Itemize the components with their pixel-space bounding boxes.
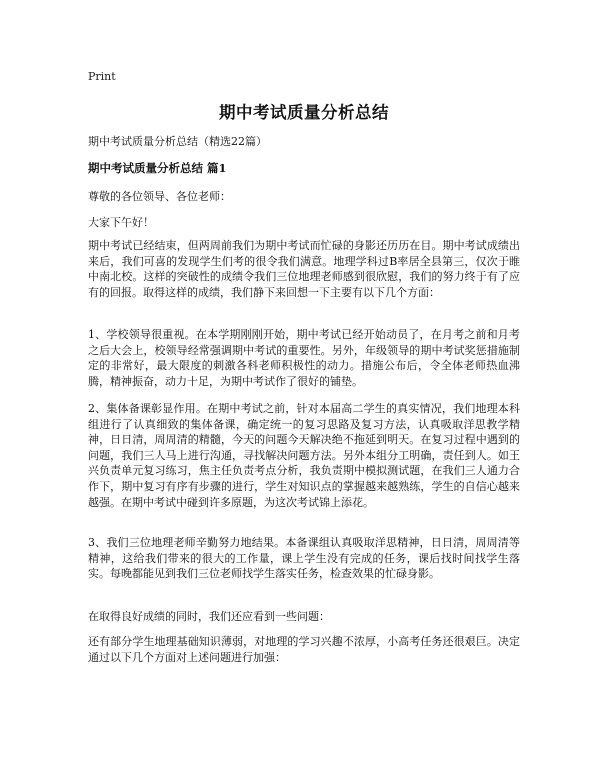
greeting-opening: 大家下午好！ (88, 216, 154, 229)
paragraph-point-1: 1、学校领导很重视。在本学期刚刚开始，期中考试已经开始动员了，在月考之前和月考之后大会上，校领导经常强调期中考试的重要性。另外，年级领导的期中考试奖惩措施制定的非常好，最大限度的刺激各科老师积极性的动力。措施公布后，令全体老师热血沸腾，精神振奋，动力十足，为期中考试作了很好的铺垫。 (88, 328, 520, 388)
paragraph-problems-detail: 还有部分学生地理基础知识薄弱，对地理的学习兴趣不浓厚，小高考任务还很艰巨。决定通过以下几个方面对上述问题进行加强： (88, 635, 520, 664)
greeting-salutation: 尊敬的各位领导、各位老师： (88, 190, 231, 203)
paragraph-point-3: 3、我们三位地理老师辛勤努力地结果。本备课组认真吸取洋思精神，日日清，周周清等精神，这给我们带来的很大的工作量，课上学生没有完成的任务，课后找时间找学生落实。每晚都能见到我们三位老师找学生落实任务，检查效果的忙碌身影。 (88, 536, 520, 581)
document-title: 期中考试质量分析总结 (219, 103, 389, 122)
section-heading: 期中考试质量分析总结 篇1 (88, 161, 227, 175)
paragraph-intro: 期中考试已经结束，但两周前我们为期中考试而忙碌的身影还历历在目。期中考试成绩出来后，我们可喜的发现学生们考的很令我们满意。地理学科过B率居全县第三，仅次于睢中南北校。这样的突破性的成绩令我们三位地理老师感到很欣慰，我们的努力终于有了应有的回报。取得这样的成绩，我们静下来回想一下主要有以下几个方面： (88, 239, 520, 299)
print-link[interactable]: Print (88, 70, 116, 83)
document-subtitle: 期中考试质量分析总结（精选22篇） (88, 135, 267, 148)
paragraph-point-2: 2、集体备课彰显作用。在期中考试之前，针对本届高二学生的真实情况，我们地理本科组进行了认真细致的集体备课，确定统一的复习思路及复习方法，认真吸取洋思教学精神，日日清，周周清的精髓，今天的问题今天解决绝不拖延到明天。在复习过程中遇到的问题，我们三人马上进行沟通，寻找解决问题方法。另外本组分工明确，责任到人。如王兴负责单元复习练习，焦主任负责考点分析，我负责期中模拟测试题，在我们三人通力合作下，期中复习有序有步骤的进行，学生对知识点的掌握越来越熟练，学生的自信心越来越强。在期中考试中碰到许多原题，为这次考试锦上添花。 (88, 402, 520, 509)
paragraph-problems-intro: 在取得良好成绩的同时，我们还应看到一些问题： (88, 610, 330, 623)
